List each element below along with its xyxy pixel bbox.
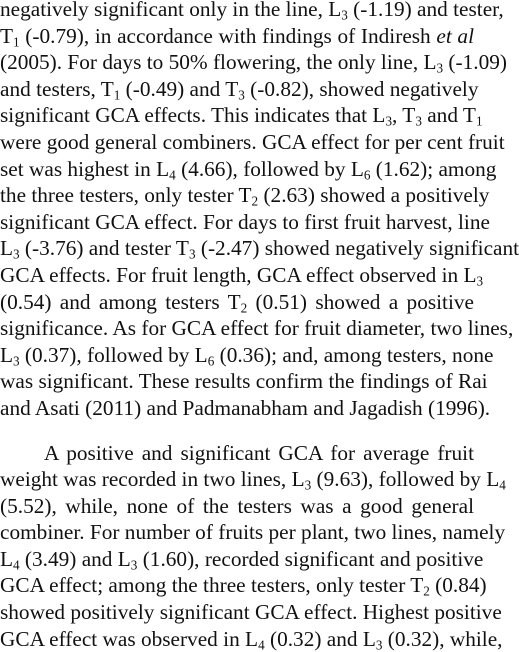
text-line: weight was recorded in two lines, $L_3$ (9.63), followed by $L_4$ (0, 466, 474, 493)
text-line: $L_3$ (0.37), followed by $L_6$ (0.36); and, among testers, none (0, 342, 474, 369)
text-line: A positive and significant GCA for average fruit (0, 440, 474, 467)
paragraph-fruit-weight (0, 440, 474, 652)
text-line: significant GCA effects. This indicates that $L_3$, $T_3$ and $T_1$ (0, 102, 474, 129)
text-line: showed positively significant GCA effect. Highest positive (0, 599, 474, 626)
paragraph-gap (0, 422, 474, 440)
text-line: and Asati (2011) and Padmanabham and Jagadish (1996). (0, 395, 474, 422)
text-line: $L_3$ (-3.76) and tester $T_3$ (-2.47) showed negatively significant (0, 235, 474, 262)
text-line: was significant. These results confirm the findings of Rai (0, 368, 474, 395)
text-line: negatively significant only in the line, $L_3$ (-1.19) and tester, (0, 0, 474, 23)
text-line: (5.52), while, none of the testers was a good general (0, 493, 474, 520)
text-line: set was highest in $L_4$ (4.66), followed by $L_6$ (1.62); among (0, 156, 474, 183)
text-line: $T_1$ (-0.79), in accordance with findings of Indiresh et al (0, 23, 474, 50)
text-line: combiner. For number of fruits per plant, two lines, namely (0, 519, 474, 546)
text-line: GCA effect; among the three testers, only tester $T_2$ (0.84) (0, 572, 474, 599)
text-line: $L_4$ (3.49) and $L_3$ (1.60), recorded significant and positive (0, 546, 474, 573)
text-line: (2005). For days to 50% flowering, the only line, $L_3$ (-1.09) (0, 49, 474, 76)
text-line: and testers, $T_1$ (-0.49) and $T_3$ (-0.82), showed negatively (0, 76, 474, 103)
text-line: GCA effect was observed in $L_4$ (0.32) and $L_3$ (0.32), while, (0, 626, 474, 652)
text-line: the three testers, only tester $T_2$ (2.63) showed a positively (0, 182, 474, 209)
text-line: (0.54) and among testers $T_2$ (0.51) showed a positive (0, 289, 474, 316)
text-line: were good general combiners. GCA effect for per cent fruit (0, 129, 474, 156)
text-line: GCA effects. For fruit length, GCA effect observed in $L_3$ (0, 262, 474, 289)
text-line: significant GCA effect. For days to first fruit harvest, line (0, 209, 474, 236)
text-line: significance. As for GCA effect for fruit diameter, two lines, (0, 315, 474, 342)
